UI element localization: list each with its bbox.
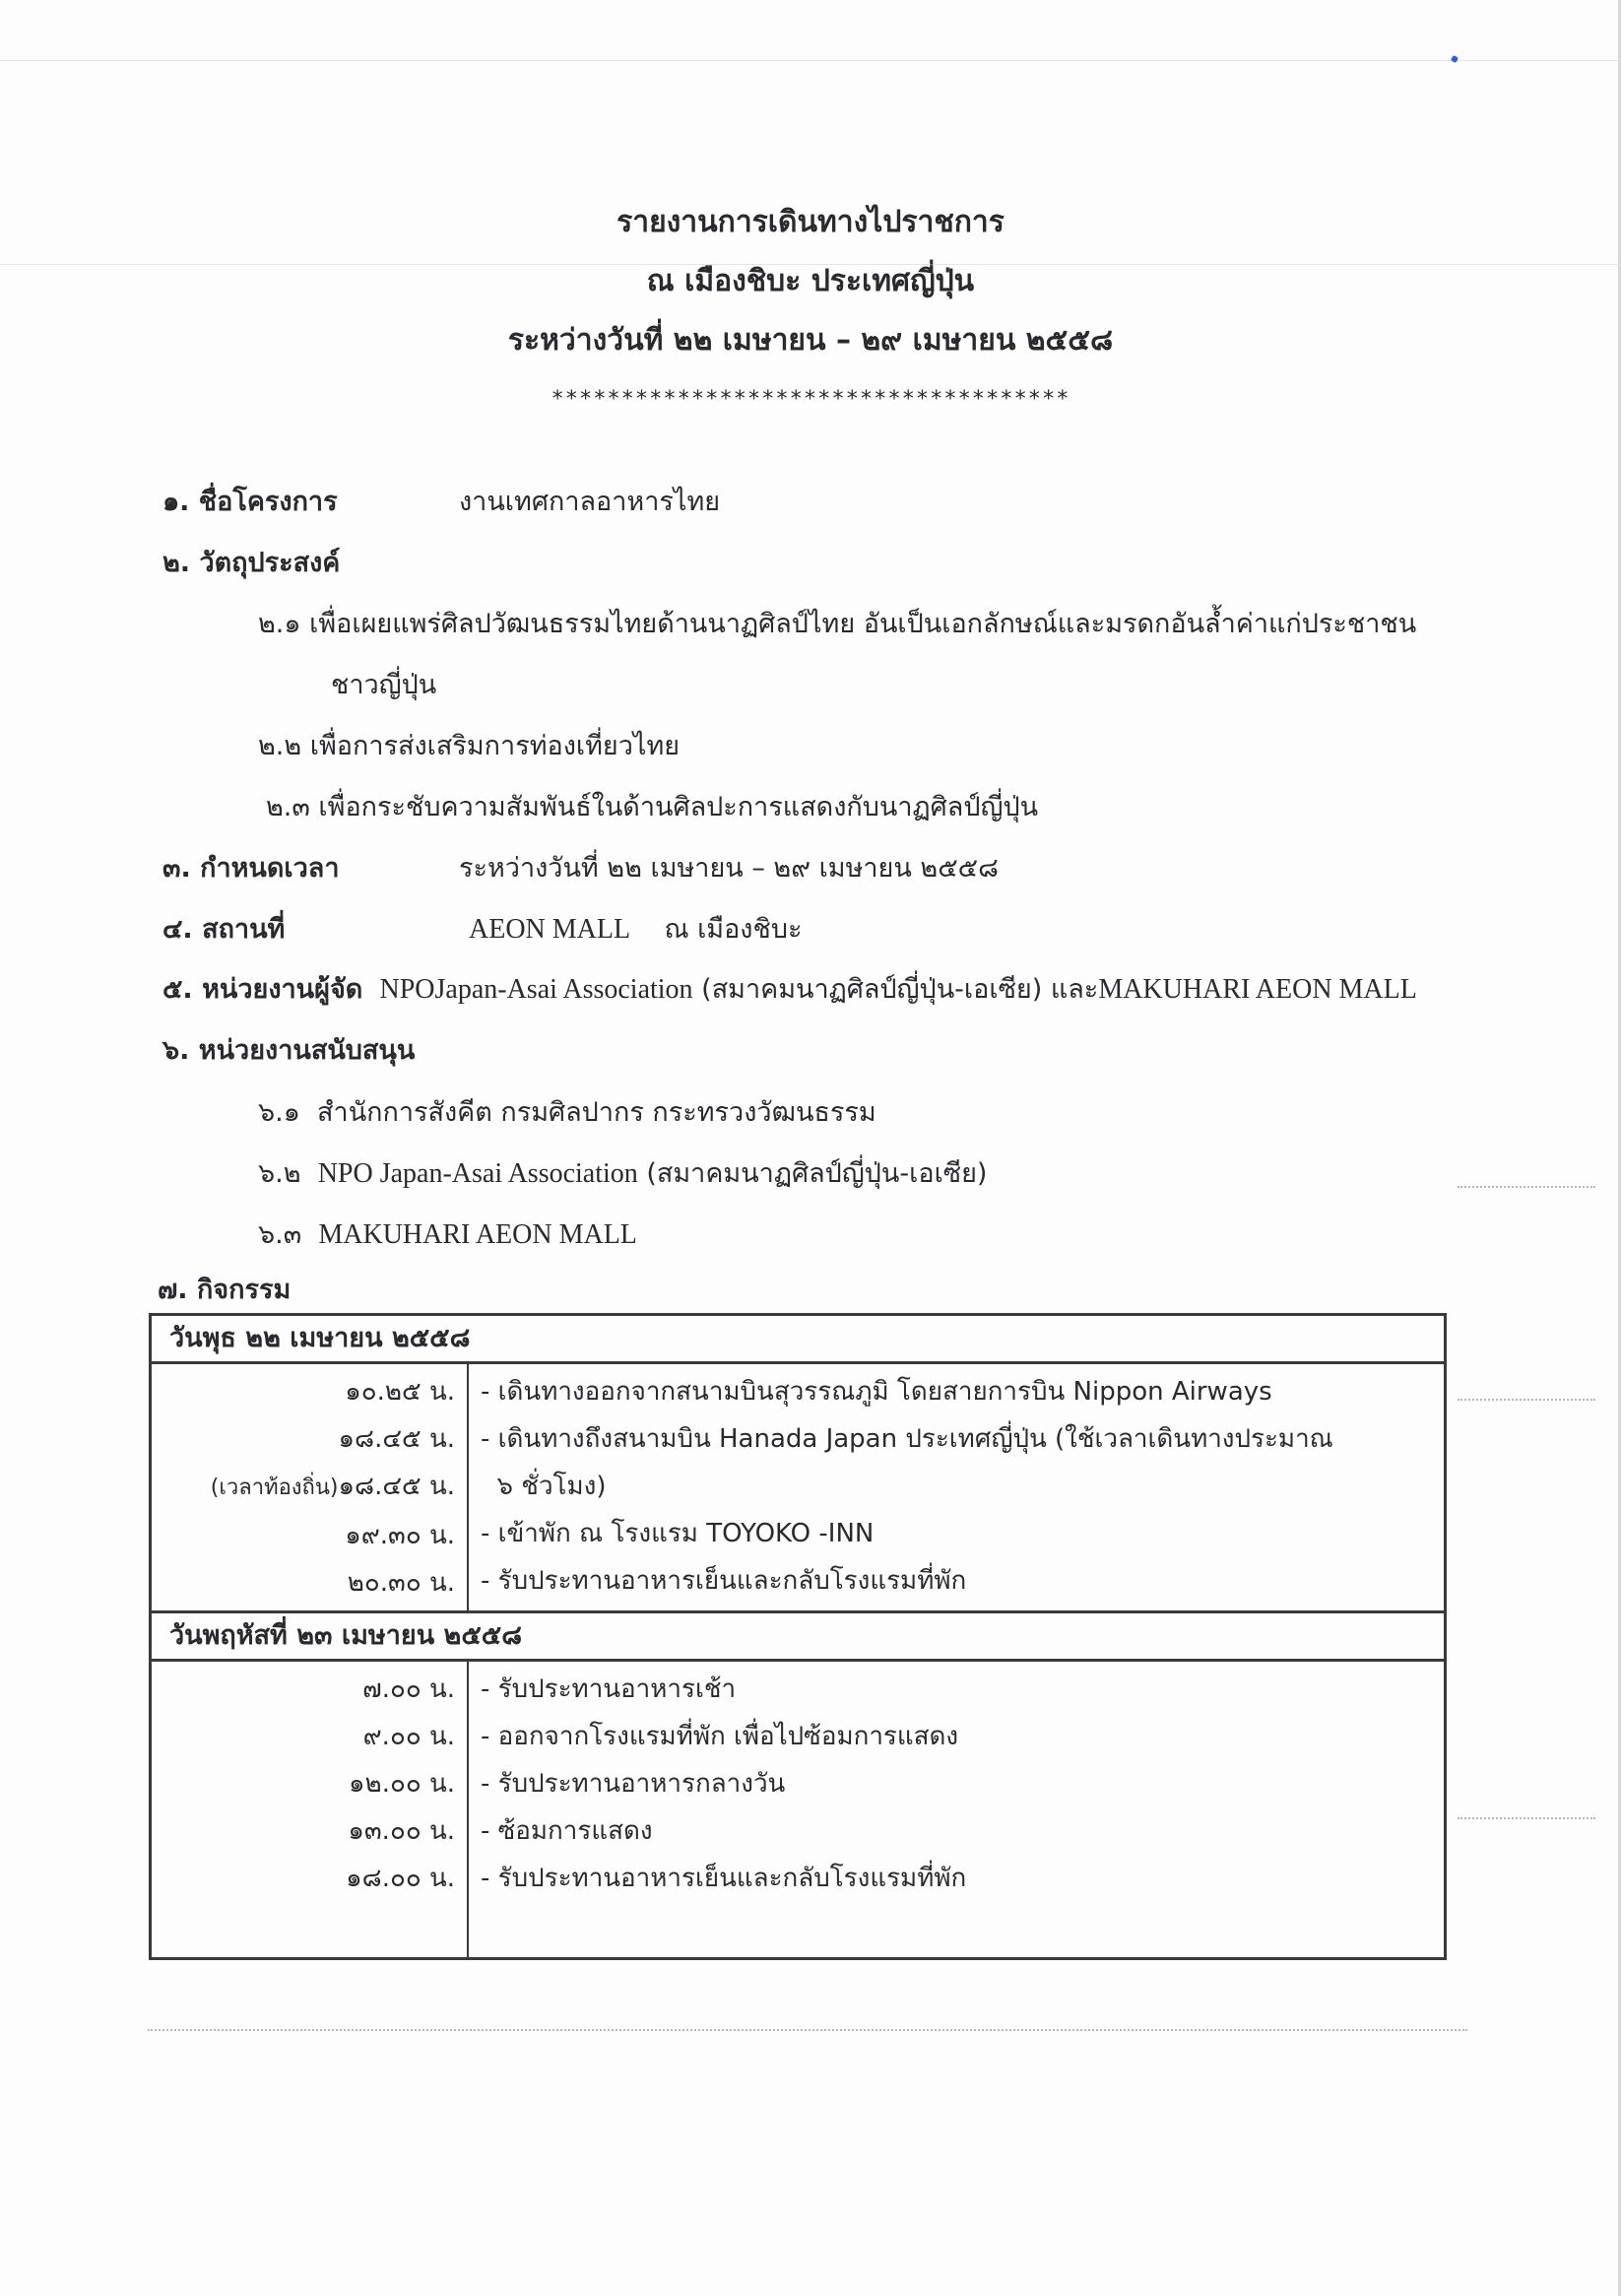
day-header: วันพฤหัสที่ ๒๓ เมษายน ๒๕๕๘ bbox=[151, 1612, 1446, 1661]
day-header-row bbox=[151, 1612, 1446, 1661]
activity-column bbox=[468, 1661, 1446, 1959]
section-label: ๑. ชื่อโครงการ bbox=[162, 487, 338, 517]
organizer-conjunction: และ bbox=[1050, 974, 1099, 1005]
section-label: ๕. หน่วยงานผู้จัด bbox=[162, 974, 363, 1005]
section-objectives: ๒. วัตถุประสงค์ bbox=[162, 548, 341, 578]
activity-cell: ๖ ชั่วโมง) bbox=[481, 1472, 607, 1501]
day-header: วันพุธ ๒๒ เมษายน ๒๕๕๘ bbox=[151, 1315, 1446, 1363]
time-cell: ๑๙.๓๐ น. bbox=[345, 1521, 455, 1550]
time-cell: ๑๘.๐๐ น. bbox=[346, 1864, 455, 1893]
time-cell: ๑๒.๐๐ น. bbox=[349, 1769, 455, 1799]
time-cell bbox=[152, 1463, 455, 1512]
venue-name: AEON MALL bbox=[469, 914, 631, 945]
document-title-block bbox=[0, 193, 1621, 420]
scan-dotted-line bbox=[1458, 1186, 1595, 1188]
venue-city: ณ เมืองชิบะ bbox=[664, 914, 803, 945]
activity-cell: - ออกจากโรงแรมที่พัก เพื่อไปซ้อมการแสดง bbox=[481, 1722, 959, 1751]
section-schedule-period: ๓. กำหนดเวลา bbox=[162, 853, 340, 884]
time-cell: ๑๐.๒๕ น. bbox=[345, 1377, 455, 1407]
scan-dotted-line bbox=[1458, 1399, 1595, 1401]
document-title: รายงานการเดินทางไปราชการ bbox=[616, 205, 1005, 239]
scan-speck bbox=[1451, 55, 1459, 63]
day-header-row bbox=[151, 1315, 1446, 1363]
supporter-item bbox=[258, 1154, 987, 1194]
supporter-item bbox=[258, 1215, 637, 1255]
organizer-1-thai: (สมาคมนาฏศิลป์ญี่ปุ่น-เอเซีย) bbox=[701, 974, 1043, 1005]
activity-cell: - รับประทานอาหารกลางวัน bbox=[481, 1769, 786, 1799]
local-time-note: (เวลาท้องถิ่น) bbox=[210, 1476, 339, 1500]
organizer-1: NPOJapan-Asai Association bbox=[379, 974, 693, 1005]
activity-cell: - เดินทางออกจากสนามบินสุวรรณภูมิ โดยสายการบิน Nippon Airways bbox=[481, 1377, 1272, 1407]
organizer-2: MAKUHARI AEON MALL bbox=[1098, 974, 1417, 1005]
time-cell: ๑๓.๐๐ น. bbox=[348, 1816, 455, 1846]
section-organizer bbox=[162, 970, 1417, 1010]
scan-dotted-line bbox=[1458, 1817, 1595, 1819]
supporter-name-thai: (สมาคมนาฏศิลป์ญี่ปุ่น-เอเซีย) bbox=[646, 1158, 988, 1189]
supporter-item bbox=[258, 1093, 876, 1133]
activity-cell: - เข้าพัก ณ โรงแรม TOYOKO -INN bbox=[481, 1519, 875, 1548]
objective-item: ๒.๒ เพื่อการส่งเสริมการท่องเที่ยวไทย bbox=[258, 731, 681, 761]
day-rows bbox=[151, 1661, 1446, 1959]
objective-item-continued: ชาวญี่ปุ่น bbox=[331, 670, 437, 700]
separator-line: ************************************* bbox=[551, 387, 1070, 412]
activity-cell: - รับประทานอาหารเช้า bbox=[481, 1674, 737, 1704]
supporter-name: NPO Japan-Asai Association bbox=[317, 1158, 638, 1189]
document-location: ณ เมืองชิบะ ประเทศญี่ปุ่น bbox=[646, 264, 975, 298]
supporter-number: ๖.๓ bbox=[258, 1219, 302, 1250]
section-activities: ๗. กิจกรรม bbox=[158, 1275, 292, 1305]
day-rows bbox=[151, 1363, 1446, 1612]
activity-cell: - เดินทางถึงสนามบิน Hanada Japan ประเทศญี่ปุ่น (ใช้เวลาเดินทางประมาณ bbox=[481, 1424, 1333, 1454]
project-name-value: งานเทศกาลอาหารไทย bbox=[459, 487, 721, 517]
activity-cell: - ซ้อมการแสดง bbox=[481, 1816, 653, 1846]
document-date-range: ระหว่างวันที่ ๒๒ เมษายน – ๒๙ เมษายน ๒๕๕๘ bbox=[507, 323, 1114, 358]
supporter-name: สำนักการสังคีต กรมศิลปากร กระทรวงวัฒนธรรม bbox=[317, 1097, 876, 1128]
time-column bbox=[151, 1363, 469, 1612]
time-cell: ๙.๐๐ น. bbox=[362, 1722, 455, 1751]
activity-cell: - รับประทานอาหารเย็นและกลับโรงแรมที่พัก bbox=[481, 1864, 967, 1893]
section-project-name bbox=[162, 483, 338, 522]
time-value: ๑๘.๔๕ น. bbox=[338, 1472, 455, 1501]
venue-value bbox=[469, 910, 802, 950]
activity-schedule-table bbox=[149, 1313, 1447, 1960]
time-cell: ๒๐.๓๐ น. bbox=[347, 1568, 455, 1598]
section-supporters: ๖. หน่วยงานสนับสนุน bbox=[162, 1035, 416, 1066]
time-cell: ๗.๐๐ น. bbox=[362, 1674, 455, 1704]
objective-item: ๒.๓ เพื่อกระชับความสัมพันธ์ในด้านศิลปะการแสดงกับนาฏศิลป์ญี่ปุ่น bbox=[266, 792, 1039, 822]
activity-column bbox=[468, 1363, 1446, 1612]
scan-dotted-line bbox=[148, 2029, 1467, 2031]
section-venue: ๔. สถานที่ bbox=[162, 914, 286, 945]
supporter-number: ๖.๑ bbox=[258, 1097, 300, 1128]
objective-item: ๒.๑ เพื่อเผยแพร่ศิลปวัฒนธรรมไทยด้านนาฏศิลป์ไทย อันเป็นเอกลักษณ์และมรดกอันล้ำค่าแก่ประชาชน bbox=[258, 609, 1417, 639]
time-cell: ๑๘.๔๕ น. bbox=[338, 1424, 455, 1454]
schedule-period-value: ระหว่างวันที่ ๒๒ เมษายน – ๒๙ เมษายน ๒๕๕๘ bbox=[459, 853, 999, 884]
scan-artifact-line bbox=[0, 60, 1621, 61]
time-column bbox=[151, 1661, 469, 1959]
supporter-number: ๖.๒ bbox=[258, 1158, 301, 1189]
activity-cell: - รับประทานอาหารเย็นและกลับโรงแรมที่พัก bbox=[481, 1566, 967, 1596]
supporter-name: MAKUHARI AEON MALL bbox=[318, 1219, 637, 1250]
